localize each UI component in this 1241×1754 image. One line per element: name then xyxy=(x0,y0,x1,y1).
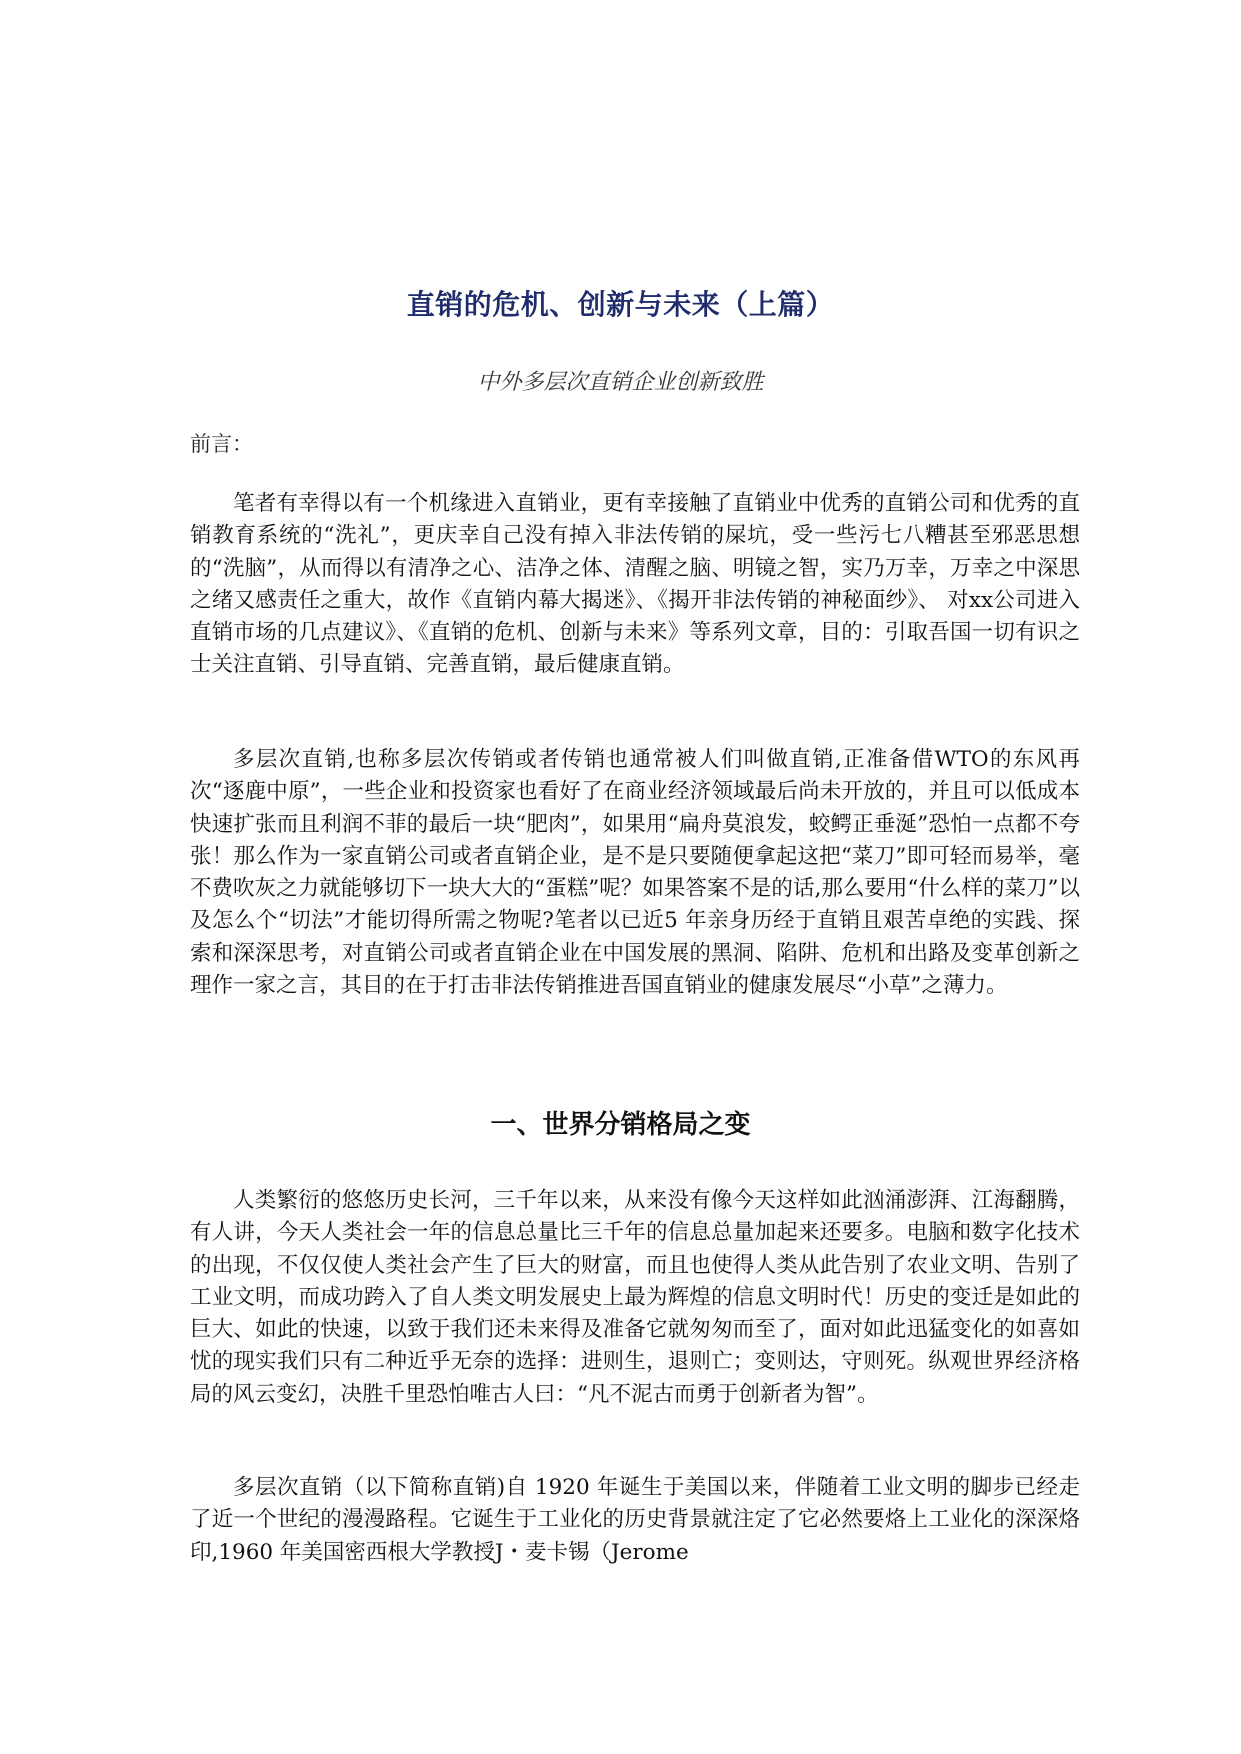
document-subtitle: 中外多层次直销企业创新致胜 xyxy=(477,370,764,395)
preface-label: 前言： xyxy=(190,432,253,456)
section-paragraph-1: 人类繁衍的悠悠历史长河，三千年以来，从来没有像今天这样如此汹涌澎湃、江海翻腾，有人讲，今天人类社会一年的信息总量比三千年的信息总量加起来还要多。电脑和数字化技术的出现，不仅仅使人类社会产生了巨大的财富，而且也使得人类从此告别了农业文明、告别了工业文明，而成功跨入了自人类文明发展史上最为辉煌的信息文明时代！历史的变迁是如此的巨大、如此的快速，以致于我们还未来得及准备它就匆匆而至了，面对如此迅猛变化的如喜如忧的现实我们只有二种近乎无奈的选择：进则生，退则亡；变则达，守则死。纵观世界经济格局的风云变幻，决胜千里恐怕唯古人曰：“凡不泥古而勇于创新者为智”。 xyxy=(190,1188,1080,1407)
document-title: 直销的危机、创新与未来（上篇） xyxy=(406,288,835,321)
intro-paragraph-1: 笔者有幸得以有一个机缘进入直销业，更有幸接触了直销业中优秀的直销公司和优秀的直销教育系统的“洗礼”，更庆幸自己没有掉入非法传销的屎坑，受一些污七八糟甚至邪恶思想的“洗脑”，从而得以有清净之心、洁净之体、清醒之脑、明镜之智，实乃万幸，万幸之中深思之绪又感责任之重大，故作《直销内幕大揭迷》、《揭开非法传销的神秘面纱》、 对xx公司进入直销市场的几点建议》、《直销的危机、创新与未来》等系列文章，目的：引取吾国一切有识之士关注直销、引导直销、完善直销，最后健康直销。 xyxy=(190,491,1080,678)
section-heading: 一、世界分销格局之变 xyxy=(490,1110,751,1140)
section-paragraph-2: 多层次直销（以下简称直销)自 1920 年诞生于美国以来，伴随着工业文明的脚步已经走了近一个世纪的漫漫路程。它诞生于工业化的历史背景就注定了它必然要烙上工业化的深深烙印,1960 年美国密西根大学教授J・麦卡锡（Jerome xyxy=(190,1475,1080,1565)
intro-paragraph-2: 多层次直销,也称多层次传销或者传销也通常被人们叫做直销,正准备借WTO的东风再次“逐鹿中原”，一些企业和投资家也看好了在商业经济领域最后尚未开放的，并且可以低成本快速扩张而且利润不菲的最后一块“肥肉”，如果用“扁舟莫浪发，蛟鳄正垂涎”恐怕一点都不夸张！那么作为一家直销公司或者直销企业，是不是只要随便拿起这把“菜刀”即可轻而易举，毫不费吹灰之力就能够切下一块大大的“蛋糕”呢？如果答案不是的话,那么要用“什么样的菜刀”以及怎么个“切法”才能切得所需之物呢?笔者以已近5 年亲身历经于直销且艰苦卓绝的实践、探索和深深思考，对直销公司或者直销企业在中国发展的黑洞、陷阱、危机和出路及变革创新之理作一家之言，其目的在于打击非法传销推进吾国直销业的健康发展尽“小草”之薄力。 xyxy=(190,747,1080,999)
